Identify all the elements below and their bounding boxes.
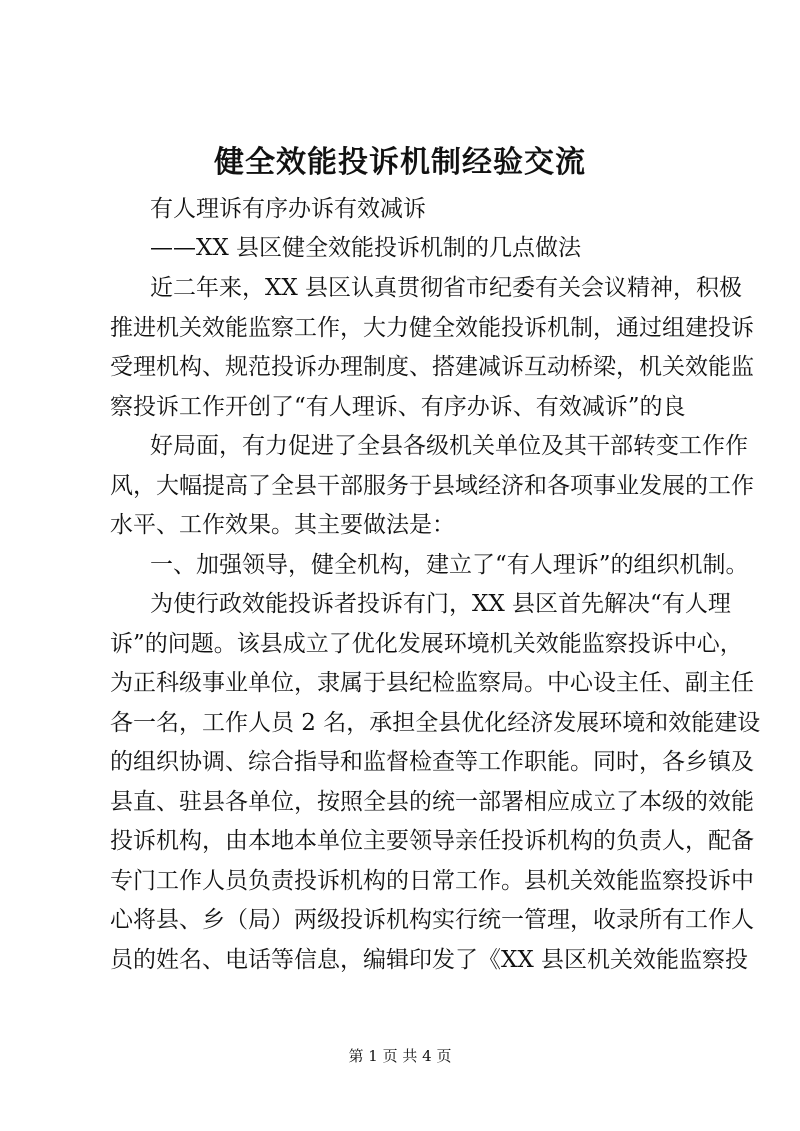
paragraph-line: 近二年来，XX 县区认真贯彻省市纪委有关会议精神，积极	[150, 275, 743, 301]
paragraph-line: 心将县、乡（局）两级投诉机构实行统一管理，收录所有工作人	[110, 907, 754, 933]
paragraph-line: 好局面，有力促进了全县各级机关单位及其干部转变工作作	[150, 433, 748, 459]
paragraph-line: 水平、工作效果。其主要做法是：	[110, 512, 455, 538]
paragraph-line: 各一名，工作人员 2 名，承担全县优化经济发展环境和效能建设	[110, 710, 761, 736]
subtitle: 有人理诉有序办诉有效减诉	[150, 196, 426, 222]
paragraph-line: 诉”的问题。该县成立了优化发展环境机关效能监察投诉中心，	[110, 631, 743, 657]
byline: ——XX 县区健全效能投诉机制的几点做法	[150, 235, 582, 261]
paragraph-line: 为正科级事业单位，隶属于县纪检监察局。中心设主任、副主任	[110, 670, 754, 696]
paragraph-line: 推进机关效能监察工作，大力健全效能投诉机制，通过组建投诉	[110, 315, 754, 341]
paragraph-line: 为使行政效能投诉者投诉有门，XX 县区首先解决“有人理	[150, 591, 731, 617]
paragraph-line: 风，大幅提高了全县干部服务于县域经济和各项事业发展的工作	[110, 473, 754, 499]
paragraph-line: 专门工作人员负责投诉机构的日常工作。县机关效能监察投诉中	[110, 868, 754, 894]
paragraph-line: 受理机构、规范投诉办理制度、搭建减诉互动桥梁，机关效能监	[110, 354, 754, 380]
paragraph-line: 投诉机构，由本地本单位主要领导亲任投诉机构的负责人，配备	[110, 828, 754, 854]
paragraph-line: 察投诉工作开创了“有人理诉、有序办诉、有效减诉”的良	[110, 394, 686, 420]
section-heading: 一、加强领导，健全机构，建立了“有人理诉”的组织机制。	[150, 552, 749, 578]
page-footer: 第 1 页 共 4 页	[348, 1047, 452, 1065]
paragraph-line: 的组织协调、综合指导和监督检查等工作职能。同时，各乡镇及	[110, 749, 754, 775]
paragraph-line: 员的姓名、电话等信息，编辑印发了《XX 县区机关效能监察投	[110, 947, 749, 973]
document-title: 健全效能投诉机制经验交流	[214, 145, 586, 180]
paragraph-line: 县直、驻县各单位，按照全县的统一部署相应成立了本级的效能	[110, 789, 754, 815]
